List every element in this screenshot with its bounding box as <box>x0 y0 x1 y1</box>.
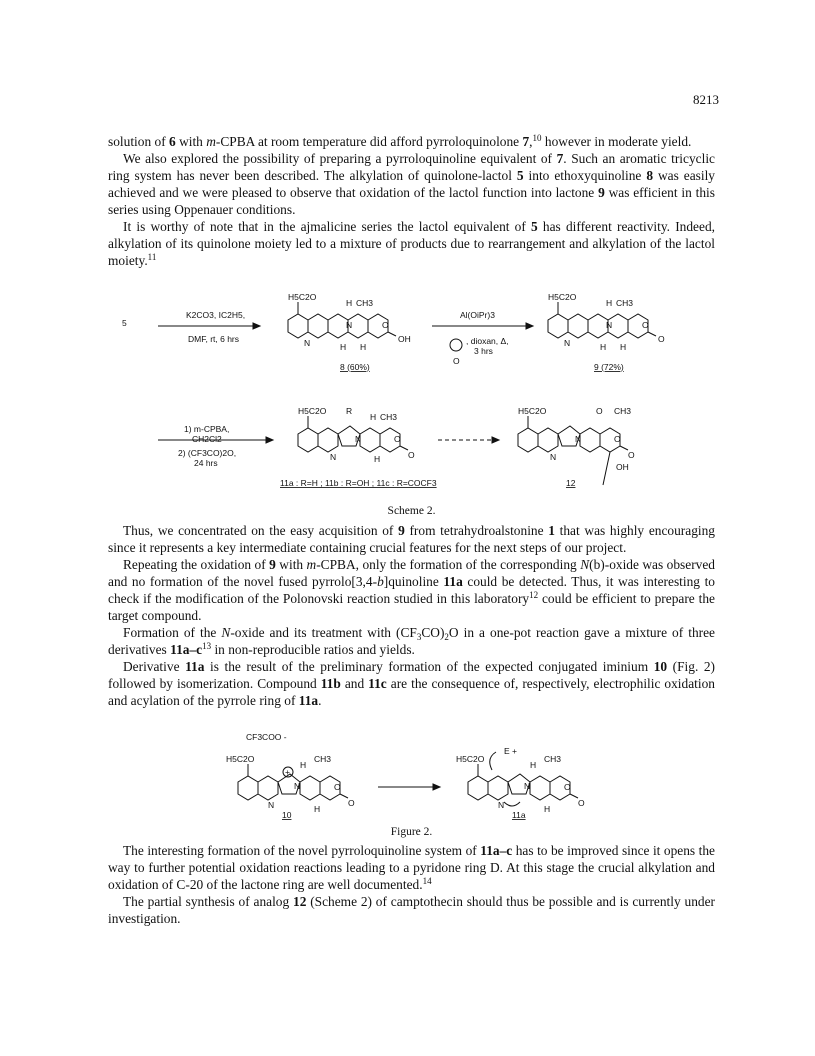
c10-plus: + <box>285 767 290 777</box>
paragraph-9: The partial synthesis of analog 12 (Scheme 2) of camptothecin should thus be possible and is currently under investigation. <box>108 894 715 926</box>
c11-methyl: CH3 <box>380 412 398 422</box>
c10-ethoxy: H5C2O <box>226 754 255 764</box>
c11-carbonyl-o: O <box>408 450 415 460</box>
compound-11-label: 11a : R=H ; 11b : R=OH ; 11c : R=COCF3 <box>280 478 437 488</box>
c12-methyl: CH3 <box>614 406 632 416</box>
c11a-h-bottom: H <box>544 804 551 814</box>
electrophile: E + <box>504 746 517 756</box>
c11a-n-ring: N <box>498 800 505 810</box>
paragraph-4: Thus, we concentrated on the easy acquisition of 9 from tetrahydroalstonine 1 that was highly encouraging since it represents a key intermediate containing crucial features for the next steps of our project. <box>108 523 715 555</box>
start-compound-label: 5 <box>122 318 127 328</box>
c8-h-top: H <box>346 298 353 308</box>
compound-11a-label: 11a <box>512 810 526 820</box>
step1-reagent-2: DMF, rt, 6 hrs <box>188 334 240 344</box>
c8-h-bottom-2: H <box>360 342 367 352</box>
c9-n-amine: N <box>606 320 613 330</box>
step3-reagent-3: 2) (CF3CO)2O, <box>178 448 237 458</box>
c12-o-top: O <box>596 406 603 416</box>
c9-h-bottom-1: H <box>600 342 607 352</box>
c12-o: O <box>614 434 621 444</box>
paragraph-2: We also explored the possibility of preparing a pyrroloquinoline equivalent of 7. Such an aromatic tricyclic ring system has never been described. The alkylation of quinolone-lactol 5 into ethoxyquinoline 8 was easily achieved and we were pleased to observe that oxidation of the lactol function into lactone 9 was efficient in this series using Oppenauer conditions. <box>108 151 715 217</box>
c10-n-ring: N <box>268 800 275 810</box>
c8-n-amine: N <box>346 320 353 330</box>
c10-h-top: H <box>300 760 307 770</box>
step2-reagent-2: , dioxan, Δ, <box>466 336 509 346</box>
scheme-2-caption: Scheme 2. <box>387 505 436 517</box>
c10-carbonyl-o: O <box>348 798 355 808</box>
scheme-2-drawing <box>108 290 715 500</box>
paragraph-3: It is worthy of note that in the ajmalicine series the lactol equivalent of 5 has different reactivity. Indeed, alkylation of its quinolone moiety led to a mixture of products due to rearrangement and alkylation of the lactol moiety.$^{11}$ <box>108 219 715 268</box>
c9-ethoxy: H5C2O <box>548 292 577 302</box>
c12-n-pyrrole: N <box>575 434 582 444</box>
step1-reagent-1: K2CO3, IC2H5, <box>186 310 246 320</box>
c12-ethoxy: H5C2O <box>518 406 547 416</box>
c11a-h-top: H <box>530 760 537 770</box>
c11-ethoxy: H5C2O <box>298 406 327 416</box>
step2-reagent-1: Al(OiPr)3 <box>460 310 495 320</box>
c11-h-bottom: H <box>374 454 381 464</box>
c9-n-ring: N <box>564 338 571 348</box>
figure-2 <box>108 732 715 822</box>
c12-n-ring: N <box>550 452 557 462</box>
c8-oh: OH <box>398 334 411 344</box>
c11-n-pyrrole: N <box>355 434 362 444</box>
c12-carbonyl-o: O <box>628 450 635 460</box>
figure-2-caption: Figure 2. <box>390 826 433 838</box>
c8-h-bottom-1: H <box>340 342 347 352</box>
c8-o: O <box>382 320 389 330</box>
counterion: CF3COO - <box>246 732 287 742</box>
compound-8-label: 8 (60%) <box>340 362 370 372</box>
c9-carbonyl-o: O <box>658 334 665 344</box>
c11a-ethoxy: H5C2O <box>456 754 485 764</box>
c10-o: O <box>334 782 341 792</box>
step3-reagent-1: 1) m-CPBA, <box>184 424 230 434</box>
compound-10-label: 10 <box>282 810 292 820</box>
c11-n-ring: N <box>330 452 337 462</box>
c9-h-bottom-2: H <box>620 342 627 352</box>
c8-methyl: CH3 <box>356 298 374 308</box>
c8-n-ring: N <box>304 338 311 348</box>
c12-oh: OH <box>616 462 629 472</box>
page-number: 8213 <box>693 92 719 107</box>
figure-2-drawing <box>108 732 715 822</box>
c8-ethoxy: H5C2O <box>288 292 317 302</box>
paragraph-5: Repeating the oxidation of 9 with m-CPBA, only the formation of the corresponding N(b)-oxide was observed and no formation of the novel fused pyrrolo[3,4-b]quinoline 11a could be detected. Thus, it was interesting to check if the modification of the Polonovski reaction studied in this laboratory$^{12}$ could be efficient to prepare the target compound. <box>108 557 716 623</box>
compound-9-label: 9 (72%) <box>594 362 624 372</box>
c10-h-bottom: H <box>314 804 321 814</box>
paragraph-7: Derivative 11a is the result of the preliminary formation of the expected conjugated iminium 10 (Fig. 2) followed by isomerization. Compound 11b and 11c are the consequence of, respectively, electrophilic oxidation and acylation of the pyrrole ring of 11a. <box>108 659 716 708</box>
body-text-middle <box>108 522 715 709</box>
c10-methyl: CH3 <box>314 754 332 764</box>
c11a-methyl: CH3 <box>544 754 562 764</box>
body-text-top <box>108 133 715 269</box>
c9-o: O <box>642 320 649 330</box>
body-text-bottom <box>108 842 715 927</box>
c11a-carbonyl-o: O <box>578 798 585 808</box>
paragraph-1: solution of 6 with m-CPBA at room temperature did afford pyrroloquinolone 7,10 however in moderate yield. <box>108 133 692 149</box>
step3-reagent-4: 24 hrs <box>194 458 218 468</box>
c11a-o: O <box>564 782 571 792</box>
c11-r: R <box>346 406 353 416</box>
c11a-n-pyrrole: N <box>524 781 531 791</box>
compound-12-label: 12 <box>566 478 576 488</box>
c9-h-top: H <box>606 298 613 308</box>
step3-reagent-2: CH2Cl2 <box>192 434 222 444</box>
c11-h-top: H <box>370 412 377 422</box>
scheme-2 <box>108 290 715 500</box>
c11-o: O <box>394 434 401 444</box>
c10-n-iminium: N <box>294 781 301 791</box>
paragraph-8: The interesting formation of the novel pyrroloquinoline system of 11a–c has to be improved since it opens the way to further potential oxidation reactions leading to a pyridone ring D. At this stage the crucial alkylation and oxidation of C-20 of the lactone ring are well documented.$^{14}$ <box>108 843 715 892</box>
paragraph-6: Formation of the N-oxide and its treatment with $(CF_3CO)_2O$ in a one-pot reaction gave a mixture of three derivatives $11a-c^{13}$ in non-reproducible ratios and yields. <box>108 625 715 657</box>
dioxan-o: O <box>453 356 460 366</box>
step2-reagent-3: 3 hrs <box>474 346 493 356</box>
c9-methyl: CH3 <box>616 298 634 308</box>
